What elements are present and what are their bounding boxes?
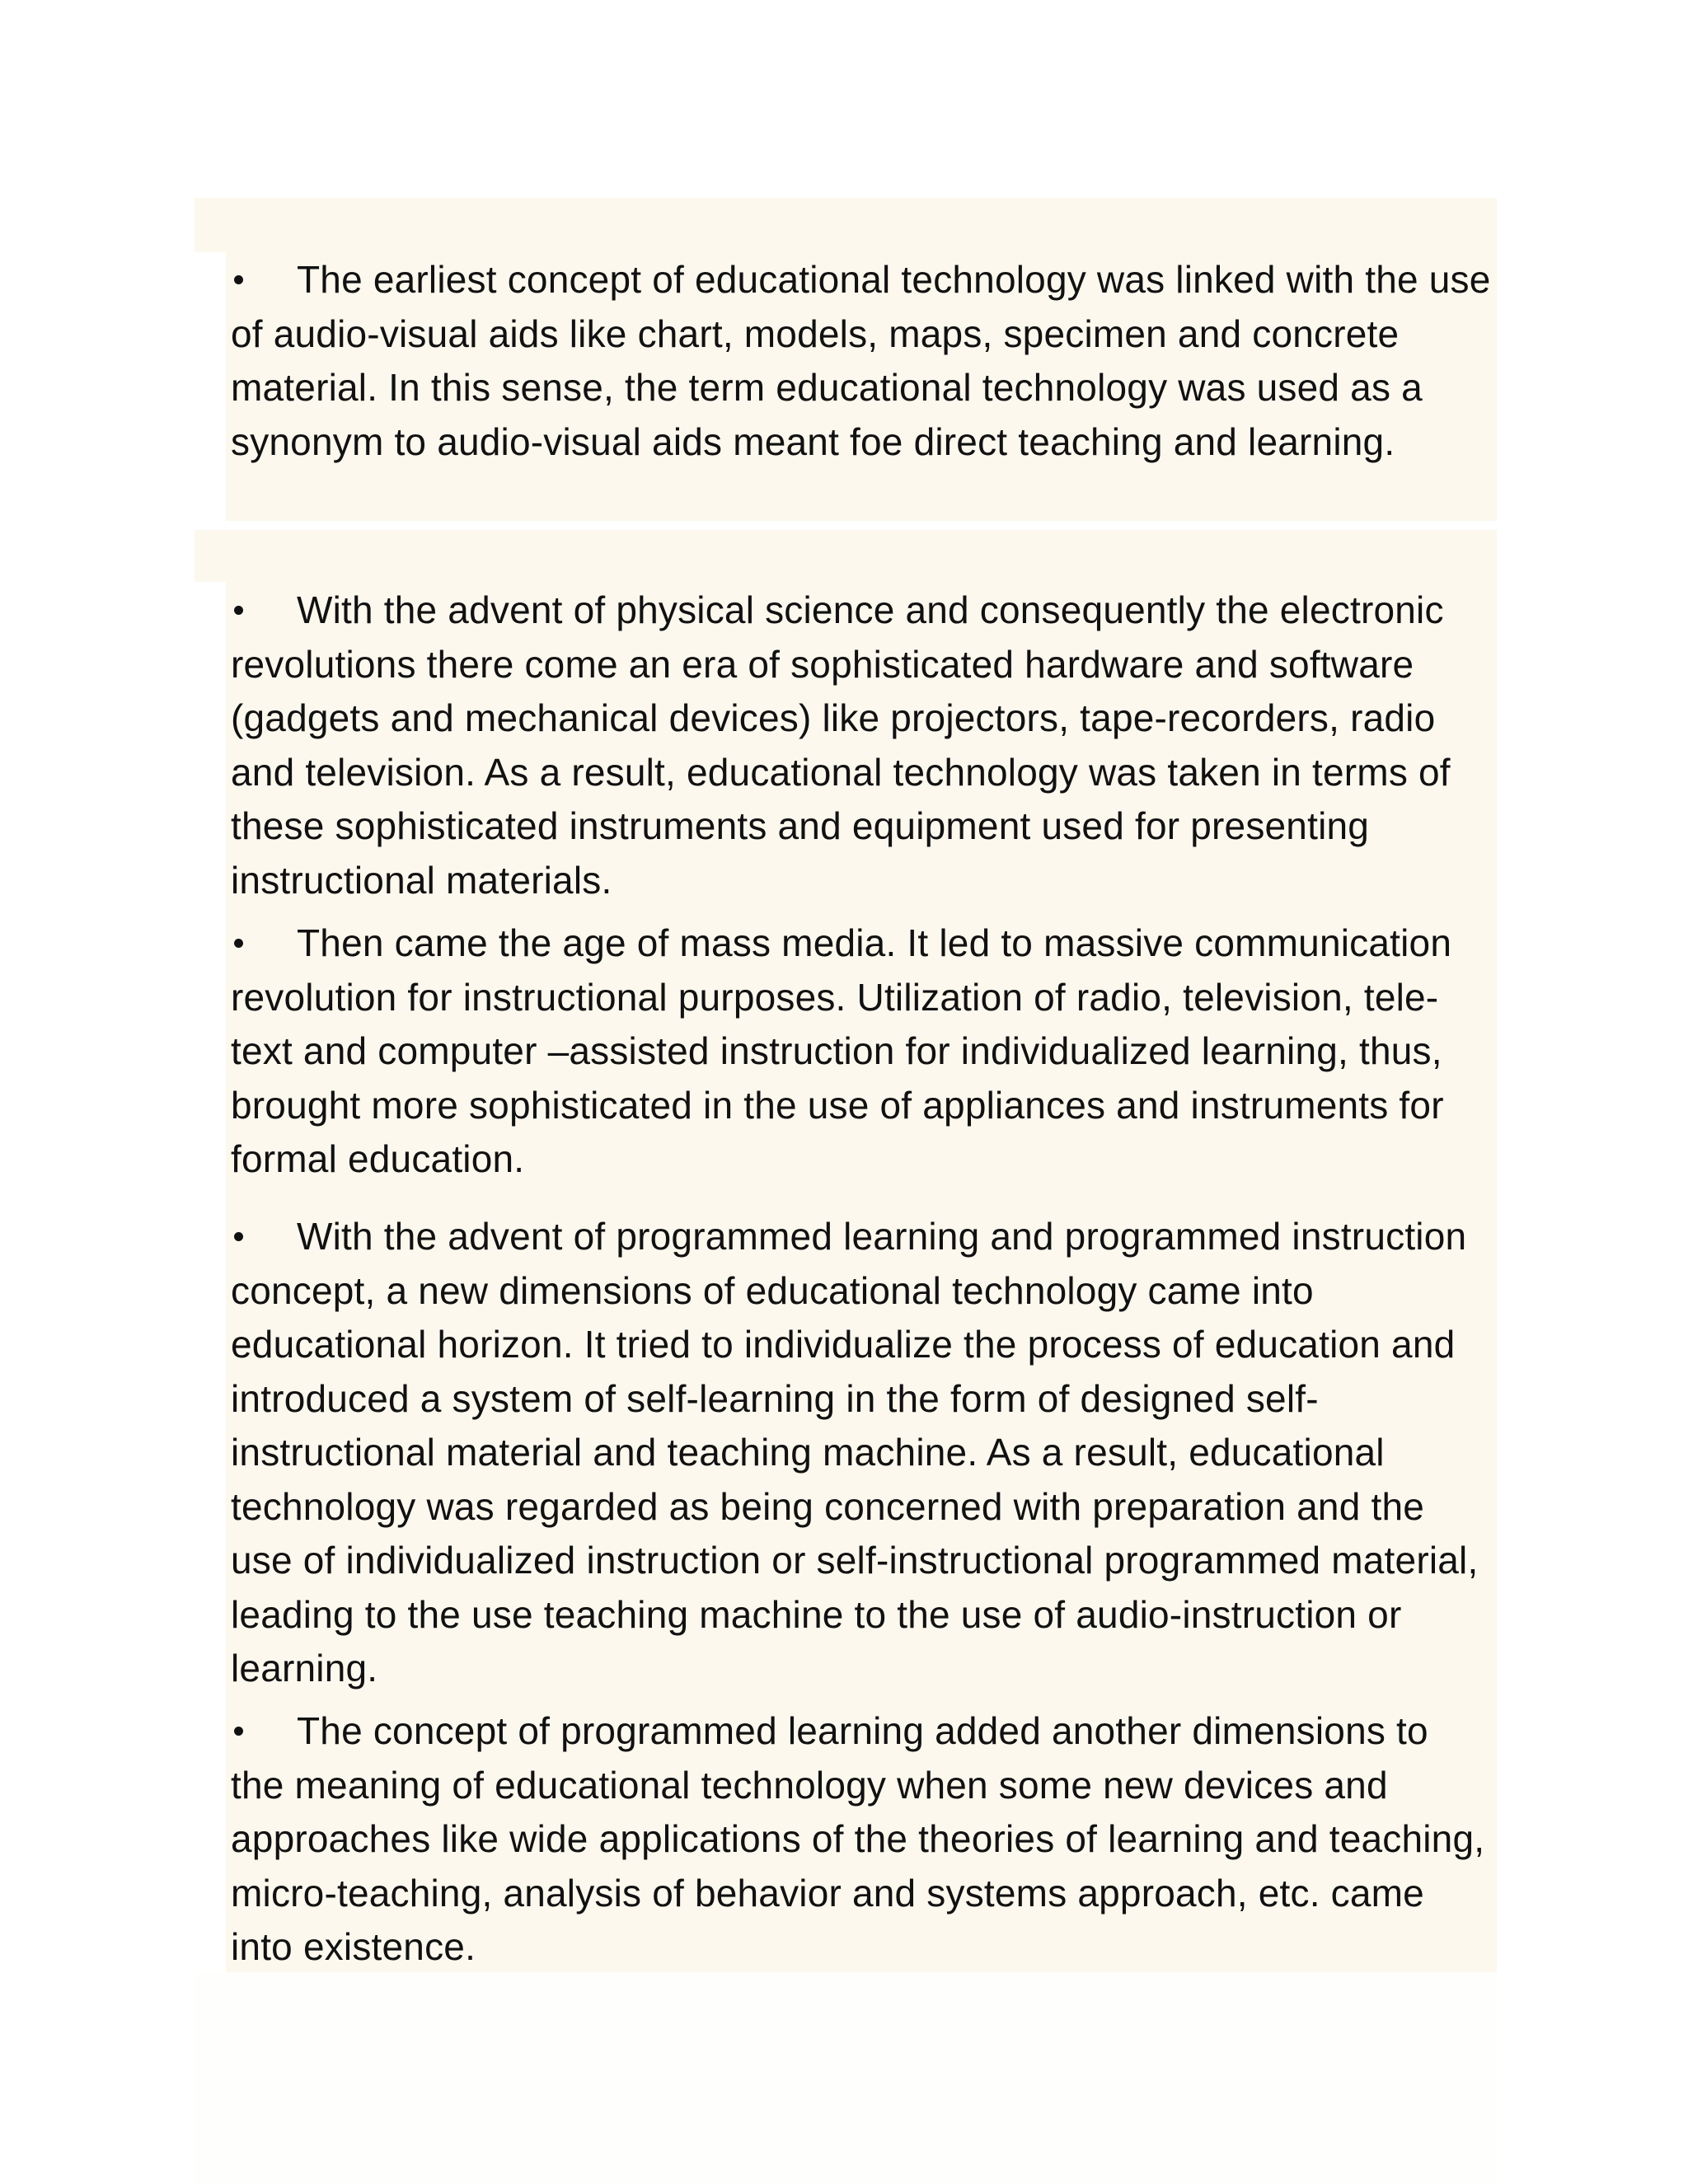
bullet-item-2 (231, 583, 1492, 907)
band-margin-top (195, 252, 226, 521)
bullet-marker (231, 1704, 297, 1759)
bullet-text-3: Then came the age of mass media. It led to massive communication revolution for instructional purposes. Utilization of radio, television, tele-text and computer –assisted instruction for individualized learning, thus, brought more sophisticated in the use of appliances and instruments for formal education. (231, 921, 1452, 1180)
bullet-text-5: The concept of programmed learning added another dimensions to the meaning of educational technology when some new devices and approaches like wide applications of the theories of learning and teaching, micro-teaching, analysis of behavior and systems approach, etc. came into existence. (231, 1709, 1485, 1968)
bullet-item-5 (231, 1704, 1492, 1975)
bullet-text-1: The earliest concept of educational technology was linked with the use of audio-visual aids like chart, models, maps, specimen and concrete material. In this sense, the term educational technology was used as a synonym to audio-visual aids meant foe direct teaching and learning. (231, 258, 1491, 463)
bullet-item-3 (231, 916, 1492, 1187)
page-lower-area (195, 1972, 1497, 2184)
bullet-text-4: With the advent of programmed learning and programmed instruction concept, a new dimensions of educational technology came into educational horizon. It tried to individualize the process of education and introduced a system of self-learning in the form of designed self-instructional material and teaching machine. As a result, educational technology was regarded as being concerned with preparation and the use of individualized instruction or self-instructional programmed material, leading to the use teaching machine to the use of audio-instruction or learning. (231, 1215, 1479, 1690)
bullet-item-4 (231, 1210, 1492, 1696)
bullet-marker (231, 253, 297, 307)
bullet-marker (231, 583, 297, 638)
bullet-marker (231, 916, 297, 971)
bullet-text-2: With the advent of physical science and consequently the electronic revolutions there come an era of sophisticated hardware and software (gadgets and mechanical devices) like projectors, tape-recorders, radio and television. As a result, educational technology was taken in terms of these sophisticated instruments and equipment used for presenting instructional materials. (231, 588, 1451, 902)
bullet-item-1 (231, 253, 1492, 469)
band-margin-main (195, 582, 226, 1972)
bullet-marker (231, 1210, 297, 1264)
